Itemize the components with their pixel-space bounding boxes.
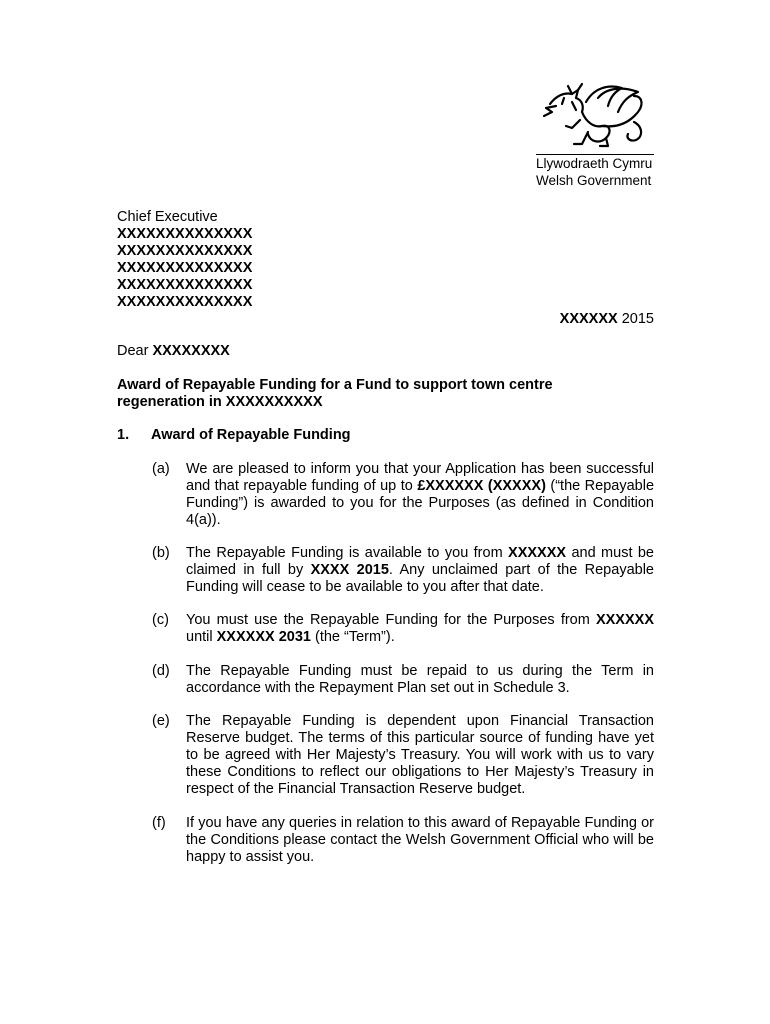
text-run: and must be claimed in full by <box>186 545 655 578</box>
item-label: (a) <box>152 461 170 477</box>
dragon-icon <box>542 82 652 148</box>
address-line: XXXXXXXXXXXXXX <box>117 294 253 310</box>
address-line: XXXXXXXXXXXXXX <box>117 260 253 276</box>
text-run: . Any unclaimed part of the Repayable Funding will cease to be available to you after that date. <box>186 562 654 595</box>
text-run: The Repayable Funding is available to you from <box>186 545 509 561</box>
item-text <box>186 545 654 596</box>
item-label: (d) <box>152 663 170 679</box>
date-year: 2015 <box>617 311 654 327</box>
salutation-dear: Dear <box>117 343 153 359</box>
address-line: XXXXXXXXXXXXXX <box>117 243 253 259</box>
item-text <box>186 461 654 529</box>
item-text: The Repayable Funding must be repaid to us during the Term in accordance with the Repayment Plan set out in Schedule 3. <box>186 663 654 696</box>
item-label: (b) <box>152 545 170 561</box>
text-run-bold: XXXXXX 2031 <box>216 629 311 645</box>
text-run: (the “Term”). <box>310 629 395 645</box>
item-label: (e) <box>152 713 170 729</box>
item-label: (f) <box>152 815 166 831</box>
salutation <box>117 343 230 359</box>
text-run-bold: £XXXXXX (XXXXX) <box>417 478 546 494</box>
text-run: until <box>186 629 217 645</box>
item-text: If you have any queries in relation to this award of Repayable Funding or the Conditions please contact the Welsh Government Official who will be happy to assist you. <box>186 815 654 865</box>
text-run-bold: XXXXXX <box>508 545 567 561</box>
item-text: The Repayable Funding is dependent upon Financial Transaction Reserve budget. The terms of this particular source of funding have yet to be agreed with Her Majesty’s Treasury. You will work with us to vary these Conditions to reflect our obligations to Her Majesty’s Treasury in respect of the Financial Transaction Reserve budget. <box>186 713 654 797</box>
recipient-address <box>117 209 252 311</box>
section-number: 1. <box>117 427 130 443</box>
text-run-bold: XXXX 2015 <box>310 562 389 578</box>
address-line: XXXXXXXXXXXXXX <box>117 226 253 242</box>
condition-item-e <box>152 713 654 798</box>
condition-item-d <box>152 663 654 697</box>
text-run: We are pleased to inform you that your Application has been successful and that repayable funding of up to <box>186 461 654 494</box>
text-run: (“the Repayable Funding”) is awarded to you for the Purposes (as defined in Condition 4(a)). <box>186 478 655 528</box>
section-title: Award of Repayable Funding <box>151 427 351 443</box>
recipient-title: Chief Executive <box>117 209 218 225</box>
address-line: XXXXXXXXXXXXXX <box>117 277 253 293</box>
date-placeholder: XXXXXX <box>559 311 618 327</box>
condition-item-c <box>152 612 654 646</box>
condition-item-a <box>152 461 654 529</box>
letter-date <box>560 311 654 327</box>
letter-subject: Award of Repayable Funding for a Fund to support town centre regeneration in XXXXXXXXXX <box>117 377 553 410</box>
salutation-name: XXXXXXXX <box>152 343 230 359</box>
item-label: (c) <box>152 612 169 628</box>
item-text <box>186 612 654 646</box>
condition-item-b <box>152 545 654 596</box>
logo-english-name: Welsh Government <box>536 173 652 188</box>
condition-item-f <box>152 815 654 866</box>
welsh-government-logo <box>536 82 656 189</box>
text-run-bold: XXXXXX <box>595 612 654 628</box>
text-run: You must use the Repayable Funding for the Purposes from <box>186 612 596 628</box>
section-heading <box>117 427 351 443</box>
logo-welsh-name: Llywodraeth Cymru <box>536 156 653 171</box>
